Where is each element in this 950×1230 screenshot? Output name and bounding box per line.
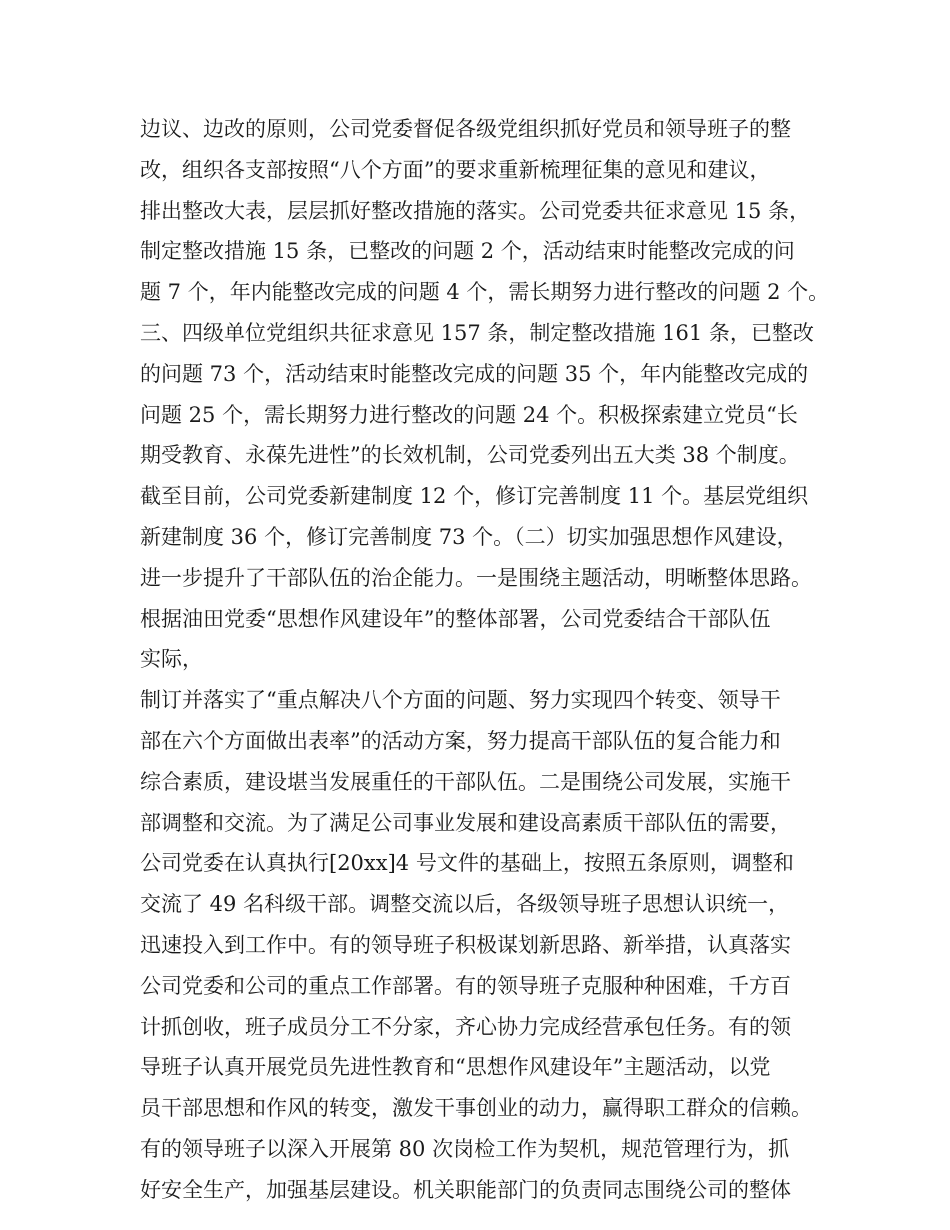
- body-text: [140, 109, 840, 1211]
- text-line: 新建制度 36 个，修订完善制度 73 个。（二）切实加强思想作风建设，: [140, 524, 798, 549]
- text-line: 公司党委在认真执行[20xx]4 号文件的基础上，按照五条原则，调整和: [140, 851, 794, 876]
- text-line: 制定整改措施 15 条，已整改的问题 2 个，活动结束时能整改完成的问: [140, 239, 795, 264]
- text-line: 导班子认真开展党员先进性教育和“思想作风建设年”主题活动，以党: [140, 1055, 771, 1080]
- text-line: 根据油田党委“思想作风建设年”的整体部署，公司党委结合干部队伍: [140, 606, 771, 631]
- text-line: 有的领导班子以深入开展第 80 次岗检工作为契机，规范管理行为，抓: [140, 1136, 790, 1161]
- text-line: 问题 25 个，需长期努力进行整改的问题 24 个。积极探索建立党员“长: [140, 402, 798, 427]
- text-line: 好安全生产，加强基层建设。机关职能部门的负责同志围绕公司的整体: [140, 1177, 791, 1202]
- text-line: 截至目前，公司党委新建制度 12 个，修订完善制度 11 个。基层党组织: [140, 484, 809, 509]
- text-line: 进一步提升了干部队伍的治企能力。一是围绕主题活动，明晰整体思路。: [140, 565, 812, 590]
- text-line: 部调整和交流。为了满足公司事业发展和建设高素质干部队伍的需要，: [140, 810, 791, 835]
- text-line: 三、四级单位党组织共征求意见 157 条，制定整改措施 161 条，已整改: [140, 320, 814, 345]
- text-line: 制订并落实了“重点解决八个方面的问题、努力实现四个转变、领导干: [140, 688, 781, 713]
- text-line: 题 7 个，年内能整改完成的问题 4 个，需长期努力进行整改的问题 2 个。: [140, 280, 830, 305]
- text-line: 综合素质，建设堪当发展重任的干部队伍。二是围绕公司发展，实施干: [140, 769, 791, 794]
- text-line: 的问题 73 个，活动结束时能整改完成的问题 35 个，年内能整改完成的: [140, 361, 809, 386]
- text-line: 改，组织各支部按照“八个方面”的要求重新梳理征集的意见和建议，: [140, 157, 771, 182]
- text-line: 排出整改大表，层层抓好整改措施的落实。公司党委共征求意见 15 条，: [140, 198, 811, 223]
- text-line: 交流了 49 名科级干部。调整交流以后，各级领导班子思想认识统一，: [140, 892, 790, 917]
- text-line: 实际，: [140, 647, 203, 672]
- text-line: 计抓创收，班子成员分工不分家，齐心协力完成经营承包任务。有的领: [140, 1014, 791, 1039]
- text-line: 部在六个方面做出表率”的活动方案，努力提高干部队伍的复合能力和: [140, 728, 781, 753]
- text-line: 期受教育、永葆先进性”的长效机制，公司党委列出五大类 38 个制度。: [140, 443, 800, 468]
- text-line: 边议、边改的原则，公司党委督促各级党组织抓好党员和领导班子的整: [140, 117, 791, 141]
- text-line: 迅速投入到工作中。有的领导班子积极谋划新思路、新举措，认真落实: [140, 932, 791, 957]
- text-line: 员干部思想和作风的转变，激发干事创业的动力，赢得职工群众的信赖。: [140, 1096, 812, 1121]
- text-line: 公司党委和公司的重点工作部署。有的领导班子克服种种困难，千方百: [140, 973, 791, 998]
